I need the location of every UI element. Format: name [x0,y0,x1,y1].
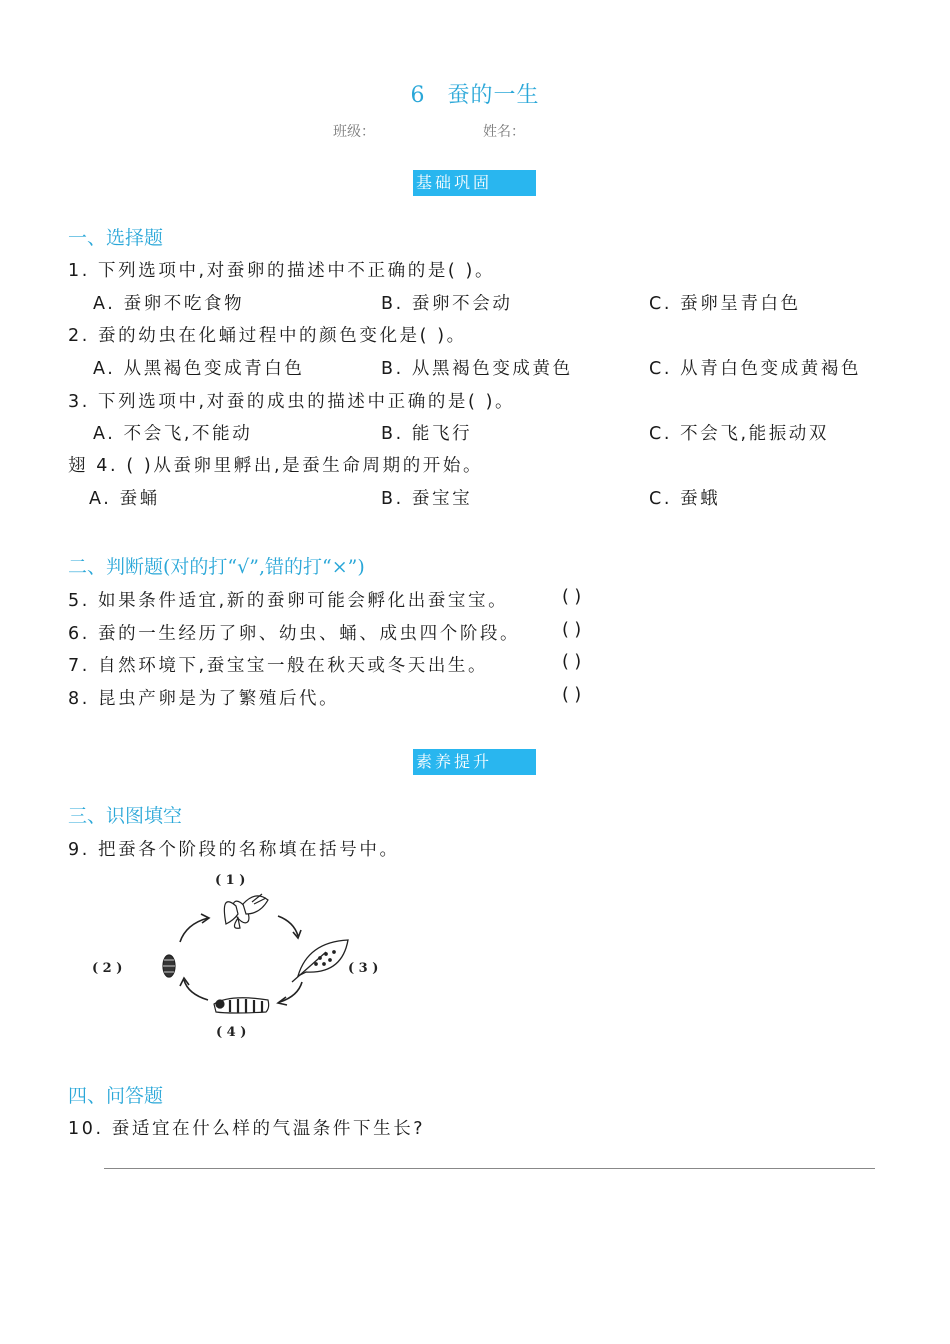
stage-label-2: ( 2 ) [92,961,123,976]
option-2a: A. 从黑褐色变成青白色 [93,359,305,379]
option-4a: A. 蚕蛹 [89,489,160,509]
lesson-number: 6 [410,83,426,108]
option-3b: B. 能飞行 [381,424,473,444]
section-heading-qa: 四、问答题 [68,1085,164,1107]
silkworm-life-cycle-diagram [80,862,420,1047]
name-label: 姓名： [483,124,525,140]
egg-on-leaf-icon [292,940,348,982]
answer-line [104,1168,875,1169]
page-title [0,78,950,109]
section-heading-judgement: 二、判断题(对的打“√”,错的打“×”) [68,556,365,578]
statement-8: 8. 昆虫产卵是为了繁殖后代。 [68,689,340,709]
stage-label-4: ( 4 ) [216,1025,247,1040]
stage-label-3: ( 3 ) [348,961,379,976]
class-label: 班级： [333,124,375,140]
cycle-arrows [180,914,302,1005]
answer-blank-8: ( ) [562,685,582,705]
badge-basic: 基础巩固 [413,170,536,196]
question-3: 3. 下列选项中,对蚕的成虫的描述中正确的是( )。 [68,392,516,412]
statement-6: 6. 蚕的一生经历了卵、幼虫、蛹、成虫四个阶段。 [68,624,521,644]
question-9: 9. 把蚕各个阶段的名称填在括号中。 [68,840,400,860]
option-3a: A. 不会飞,不能动 [93,424,253,444]
question-2: 2. 蚕的幼虫在化蛹过程中的颜色变化是( )。 [68,326,467,346]
stage-label-1: ( 1 ) [215,873,246,888]
option-1a: A. 蚕卵不吃食物 [93,294,245,314]
option-4b: B. 蚕宝宝 [381,489,473,509]
option-1b: B. 蚕卵不会动 [381,294,513,314]
option-3c: C. 不会飞,能振动双 [649,424,830,444]
answer-blank-6: ( ) [562,620,582,640]
question-1: 1. 下列选项中,对蚕卵的描述中不正确的是( )。 [68,261,496,281]
option-2c: C. 从青白色变成黄褐色 [649,359,862,379]
larva-icon [214,998,269,1013]
answer-blank-5: ( ) [562,587,582,607]
statement-5: 5. 如果条件适宜,新的蚕卵可能会孵化出蚕宝宝。 [68,591,509,611]
pupa-icon [163,955,175,977]
arrow-moth-to-egg [278,916,298,936]
option-4c: C. 蚕蛾 [649,489,721,509]
option-2b: B. 从黑褐色变成黄色 [381,359,573,379]
question-10: 10. 蚕适宜在什么样的气温条件下生长? [68,1119,426,1139]
answer-blank-7: ( ) [562,652,582,672]
section-heading-diagram: 三、识图填空 [68,805,183,827]
question-4: 翅 4. ( )从蚕卵里孵出,是蚕生命周期的开始。 [68,456,484,476]
statement-7: 7. 自然环境下,蚕宝宝一般在秋天或冬天出生。 [68,656,489,676]
moth-icon [224,894,268,928]
section-heading-choice: 一、选择题 [68,227,164,249]
lesson-title: 蚕的一生 [447,83,540,108]
option-1c: C. 蚕卵呈青白色 [649,294,801,314]
badge-advanced: 素养提升 [413,749,536,775]
